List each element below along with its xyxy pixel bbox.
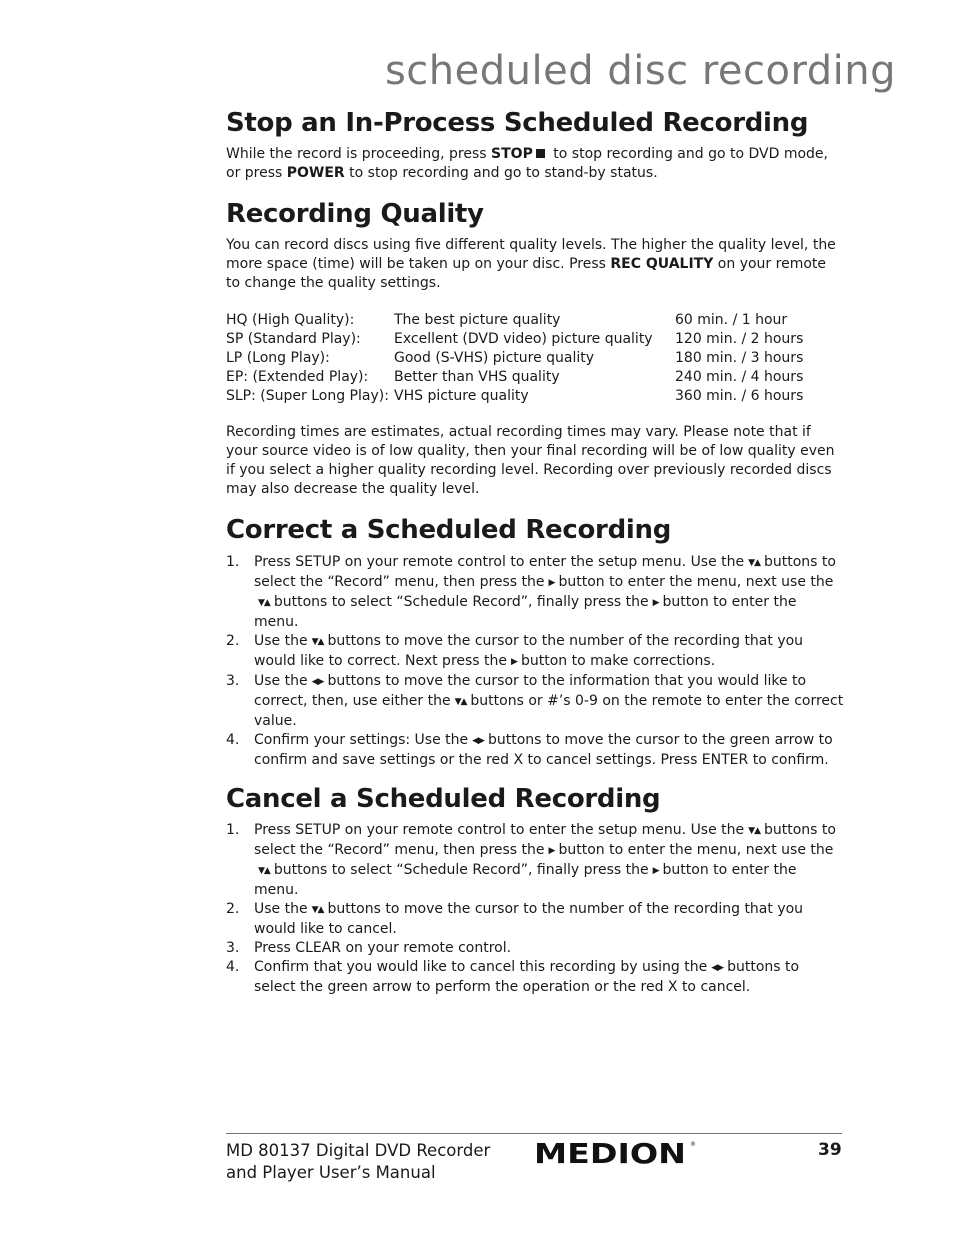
quality-intro bbox=[226, 236, 844, 293]
step-text: buttons to move the cursor to the information that you would like to correct, then, use either the bbox=[254, 672, 807, 709]
list-item bbox=[226, 821, 844, 900]
stop-text-3: to stop recording and go to stand-by status. bbox=[344, 165, 658, 182]
step-text: button to enter the menu. bbox=[254, 861, 797, 898]
down-up-arrows-icon: ▼▲ bbox=[311, 636, 324, 647]
step-text: button to enter the menu, next use the bbox=[558, 841, 834, 858]
step-text: Confirm your settings: Use the bbox=[254, 731, 469, 748]
quality-intro-1: You can record discs using five different quality levels. The higher the quality level, the more space (time) will be taken up on your disc. Press bbox=[226, 237, 836, 273]
left-right-arrows-icon: ◀▶ bbox=[311, 676, 324, 687]
list-item bbox=[226, 553, 844, 632]
down-up-arrows-icon: ▼▲ bbox=[258, 597, 270, 608]
step-text: Confirm that you would like to cancel this recording by using the bbox=[254, 958, 708, 975]
quality-mode: SLP: (Super Long Play): bbox=[226, 387, 389, 404]
step-text: Press CLEAR on your remote control. bbox=[254, 939, 512, 956]
list-item bbox=[226, 958, 844, 997]
quality-desc: Excellent (DVD video) picture quality bbox=[394, 331, 653, 348]
stop-text-2: to stop recording and go to DVD mode, or press bbox=[226, 146, 828, 182]
section-heading-quality: Recording Quality bbox=[226, 199, 484, 230]
quality-mode: EP: (Extended Play): bbox=[226, 368, 369, 385]
stop-key-label: STOP bbox=[491, 146, 533, 163]
section-heading-stop: Stop an In-Process Scheduled Recording bbox=[226, 108, 809, 138]
page-number: 39 bbox=[818, 1140, 842, 1160]
down-up-arrows-icon: ▼▲ bbox=[748, 825, 760, 836]
right-arrow-icon: ▶ bbox=[548, 577, 555, 588]
right-arrow-icon: ▶ bbox=[652, 597, 659, 608]
step-text: Press SETUP on your remote control to enter the setup menu. Use the bbox=[254, 821, 745, 838]
step-text: Use the bbox=[254, 632, 308, 649]
step-text: buttons to move the cursor to the number of the recording that you would like to correct. Next press the bbox=[254, 632, 804, 669]
right-arrow-icon: ▶ bbox=[652, 865, 659, 876]
step-number: 3. bbox=[226, 939, 240, 956]
quality-row bbox=[226, 368, 803, 387]
right-arrow-icon: ▶ bbox=[548, 845, 555, 856]
footer-line-2: and Player User’s Manual bbox=[226, 1163, 436, 1182]
list-item bbox=[226, 632, 844, 672]
cancel-steps bbox=[226, 821, 844, 997]
quality-time: 120 min. / 2 hours bbox=[675, 331, 804, 348]
step-text: button to enter the menu. bbox=[254, 593, 797, 630]
main-content bbox=[226, 108, 844, 1011]
left-right-arrows-icon: ◀▶ bbox=[711, 962, 724, 973]
step-number: 2. bbox=[226, 900, 240, 917]
quality-desc: Better than VHS quality bbox=[394, 368, 560, 385]
correct-steps bbox=[226, 553, 844, 770]
step-text: Press SETUP on your remote control to enter the setup menu. Use the bbox=[254, 553, 745, 570]
footer-manual-title bbox=[226, 1140, 490, 1184]
down-up-arrows-icon: ▼▲ bbox=[258, 865, 270, 876]
list-item bbox=[226, 939, 844, 958]
step-text: buttons or #’s 0-9 on the remote to enter the correct value. bbox=[254, 692, 844, 729]
step-text: buttons to move the cursor to the green arrow to confirm and save settings or the red X to cancel settings. Press ENTER to confirm. bbox=[254, 731, 833, 768]
footer-divider bbox=[226, 1133, 842, 1134]
step-text: buttons to move the cursor to the number of the recording that you would like to cancel. bbox=[254, 900, 804, 937]
step-number: 3. bbox=[226, 672, 240, 689]
left-right-arrows-icon: ◀▶ bbox=[472, 735, 484, 746]
quality-row bbox=[226, 349, 803, 368]
section-quality bbox=[226, 199, 844, 499]
quality-note: Recording times are estimates, actual recording times may vary. Please note that if your source video is of low quality, then your final recording will be of low quality even if you select a higher quality recording level. Recording over previously recorded discs may also decrease the quality level. bbox=[226, 424, 835, 498]
quality-table bbox=[226, 311, 803, 405]
step-text: button to enter the menu, next use the bbox=[558, 573, 834, 590]
list-item bbox=[226, 731, 844, 770]
quality-desc: Good (S-VHS) picture quality bbox=[394, 349, 595, 366]
quality-row bbox=[226, 387, 803, 406]
step-text: button to make corrections. bbox=[520, 652, 716, 669]
down-up-arrows-icon: ▼▲ bbox=[748, 557, 760, 568]
registered-mark-icon: ® bbox=[690, 1141, 696, 1148]
section-correct bbox=[226, 515, 844, 769]
logo-text: MEDION bbox=[534, 1138, 686, 1166]
page-header-title: scheduled disc recording bbox=[384, 48, 896, 94]
quality-row bbox=[226, 330, 803, 349]
step-text: buttons to select “Schedule Record”, finally press the bbox=[273, 861, 649, 878]
step-text: Use the bbox=[254, 672, 308, 689]
list-item bbox=[226, 672, 844, 731]
section-heading-cancel: Cancel a Scheduled Recording bbox=[226, 783, 661, 814]
step-text: buttons to select “Schedule Record”, finally press the bbox=[273, 593, 649, 610]
stop-paragraph bbox=[226, 145, 844, 183]
quality-time: 240 min. / 4 hours bbox=[675, 368, 804, 385]
step-number: 2. bbox=[226, 632, 240, 649]
quality-mode: SP (Standard Play): bbox=[226, 331, 361, 348]
step-text: buttons to select the “Record” menu, then press the bbox=[254, 821, 836, 858]
quality-intro-2: on your remote to change the quality settings. bbox=[226, 256, 826, 292]
quality-time: 180 min. / 3 hours bbox=[675, 349, 804, 366]
section-heading-correct: Correct a Scheduled Recording bbox=[226, 515, 672, 546]
step-number: 4. bbox=[226, 731, 240, 748]
down-up-arrows-icon: ▼▲ bbox=[454, 696, 467, 707]
section-stop bbox=[226, 108, 844, 183]
quality-desc: The best picture quality bbox=[394, 312, 561, 329]
step-text: buttons to select the “Record” menu, then press the bbox=[254, 553, 836, 590]
step-number: 1. bbox=[226, 553, 240, 570]
step-number: 4. bbox=[226, 958, 240, 975]
section-cancel bbox=[226, 784, 844, 997]
quality-time: 60 min. / 1 hour bbox=[675, 312, 788, 329]
footer-line-1: MD 80137 Digital DVD Recorder bbox=[226, 1141, 491, 1160]
step-text: buttons to select the green arrow to perform the operation or the red X to cancel. bbox=[254, 958, 800, 995]
rec-quality-key-label: REC QUALITY bbox=[610, 256, 714, 273]
quality-mode: LP (Long Play): bbox=[226, 349, 330, 366]
quality-row bbox=[226, 311, 803, 330]
power-key-label: POWER bbox=[286, 165, 345, 182]
quality-time: 360 min. / 6 hours bbox=[675, 387, 804, 404]
list-item bbox=[226, 900, 844, 939]
step-text: Use the bbox=[254, 900, 308, 917]
stop-text-1: While the record is proceeding, press bbox=[226, 146, 492, 163]
down-up-arrows-icon: ▼▲ bbox=[311, 904, 324, 915]
step-number: 1. bbox=[226, 821, 240, 838]
stop-square-icon bbox=[536, 149, 545, 158]
quality-mode: HQ (High Quality): bbox=[226, 312, 355, 329]
quality-desc: VHS picture quality bbox=[394, 387, 529, 404]
right-arrow-icon: ▶ bbox=[511, 656, 517, 667]
medion-logo bbox=[533, 1138, 698, 1166]
